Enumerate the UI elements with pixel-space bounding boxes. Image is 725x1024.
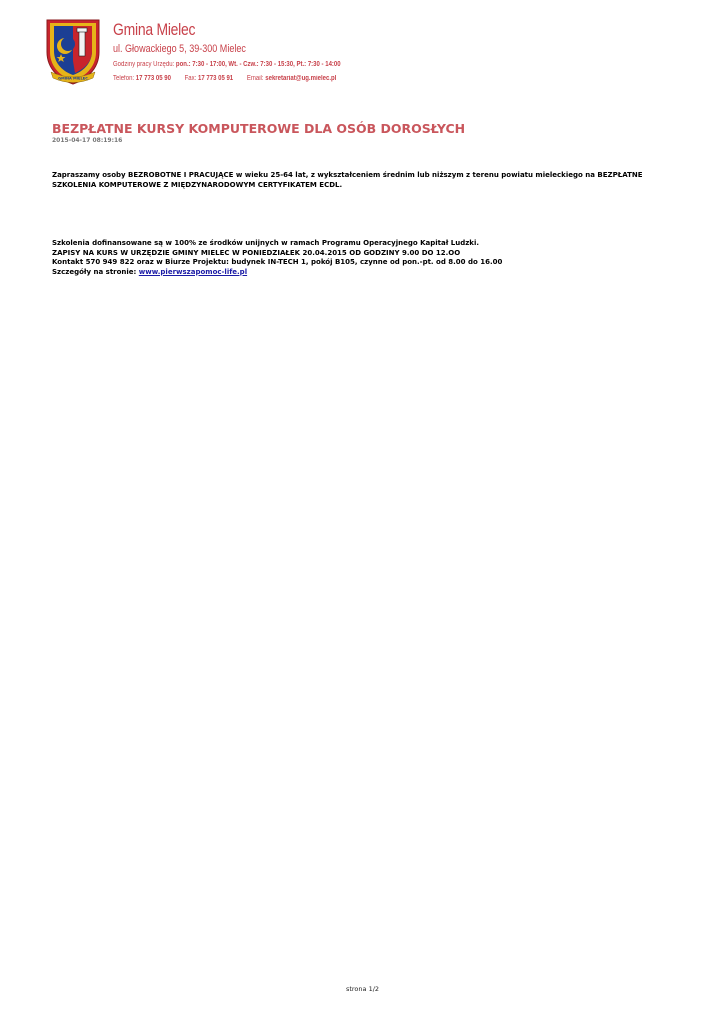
article-title: BEZPŁATNE KURSY KOMPUTEROWE DLA OSÓB DOROSŁYCH: [52, 121, 466, 136]
contact-info-line: Kontakt 570 949 822 oraz w Biurze Projektu: budynek IN-TECH 1, pokój B105, czynne od pon.-pt. od 8.00 do 16.00: [52, 258, 503, 266]
fax-label: Fax:: [184, 75, 197, 82]
page-header: [45, 16, 685, 88]
details-label: Szczegóły na stronie:: [52, 267, 137, 276]
page-number: strona 1/2: [345, 985, 380, 993]
article-date: 2015-04-17 08:19:16: [52, 137, 123, 144]
fax-value: 17 773 05 91: [198, 75, 234, 82]
article: [52, 121, 672, 277]
office-hours-label: Godziny pracy Urzędu:: [113, 61, 175, 68]
brand-block: [113, 20, 378, 84]
contact-line: [113, 74, 341, 84]
svg-text:GMINA MIELEC: GMINA MIELEC: [58, 76, 88, 81]
gmina-mielec-crest-logo: [45, 16, 101, 86]
details-link[interactable]: www.pierwszapomoc-life.pl: [138, 267, 248, 276]
article-paragraph-intro: Zapraszamy osoby BEZROBOTNE I PRACUJĄCE w wieku 25-64 lat, z wykształceniem średnim lub niższym z terenu powiatu mieleckiego na BEZPŁATNE SZKOLENIA KOMPUTEROWE Z MIĘDZYNARODOWYM CERTYFIKATEM ECDL.: [52, 171, 643, 189]
phone-label: Telefon:: [113, 75, 135, 82]
details-line: [52, 268, 672, 278]
brand-name: Gmina Mielec: [113, 20, 196, 39]
registration-line: ZAPISY NA KURS W URZĘDZIE GMINY MIELEC W PONIEDZIAŁEK 20.04.2015 OD GODZINY 9.00 DO 12.OO: [52, 248, 461, 257]
phone-value: 17 773 05 90: [135, 75, 171, 82]
office-hours: [113, 60, 341, 70]
brand-address: ul. Głowackiego 5, 39-300 Mielec: [113, 43, 246, 55]
article-paragraph-details: [52, 239, 672, 277]
email-value: sekretariat@ug.mielec.pl: [265, 75, 337, 82]
office-hours-value: pon.: 7:30 - 17:00, Wt. - Czw.: 7:30 - 15:30, Pt.: 7:30 - 14:00: [175, 61, 341, 68]
funding-line: Szkolenia dofinansowane są w 100% ze środków unijnych w ramach Programu Operacyjnego Kapitał Ludzki.: [52, 239, 480, 247]
email-label: Email:: [246, 75, 264, 82]
